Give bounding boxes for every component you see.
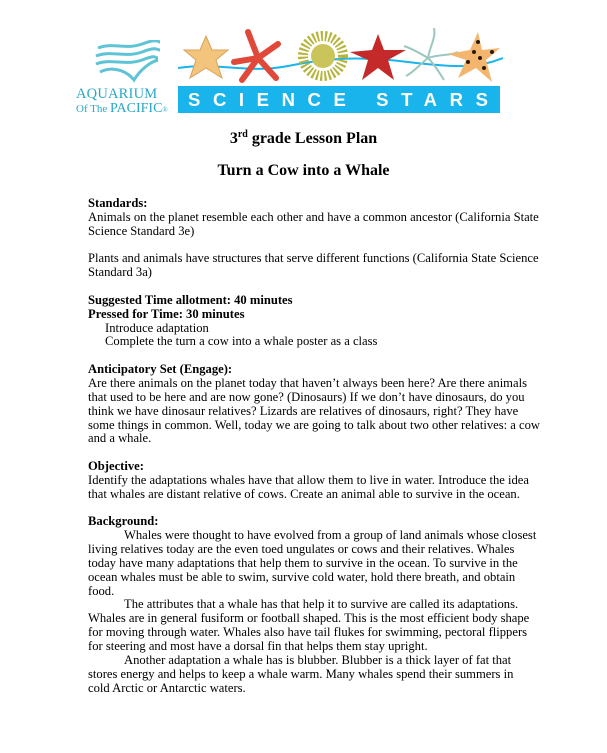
logo-subtitle [76, 101, 168, 117]
background-heading: Background: [88, 514, 159, 529]
standards-line: Science Standard 3e) [88, 223, 195, 238]
starfish-4-icon [350, 34, 406, 80]
standards-line: Plants and animals have structures that serve different functions (California State Science [88, 251, 539, 266]
starfish-1-icon [184, 36, 228, 78]
time-item: Complete the turn a cow into a whale poster as a class [105, 334, 378, 349]
standards-line: Standard 3a) [88, 265, 152, 280]
anticipatory-line: think we have dinosaur relatives? Lizards are relatives of dinosaurs, right? They have [88, 403, 519, 418]
starfish-6-icon [448, 32, 500, 82]
lesson-title: Turn a Cow into a Whale [217, 162, 390, 179]
starfish-row [178, 28, 503, 86]
logo-sub-prefix: Of The [76, 103, 108, 115]
aquarium-logo [74, 40, 178, 114]
page-header [0, 0, 607, 120]
time-item: Introduce adaptation [105, 320, 209, 335]
background-line: Whales are in general fusiform or football shaped. This is the most efficient body shape [88, 611, 530, 626]
starfish-2-icon [234, 32, 278, 80]
background-line: for steering and most have a dorsal fin that helps them stay upright. [88, 639, 428, 653]
background-line: stores energy and helps to keep a whale warm. Many whales spend their summers in [88, 666, 514, 681]
background-line: for moving through water. Whales also have tail flukes for swimming, pectoral flippers [88, 625, 528, 640]
logo-sub-main: PACIFIC [110, 101, 163, 116]
grade-heading [0, 130, 607, 148]
science-stars-banner [178, 86, 500, 113]
grade-suffix: rd [237, 129, 248, 140]
banner-text: SCIENCE STARS [188, 89, 501, 110]
standards-line: Animals on the planet resemble each other and have a common ancestor (California State [88, 209, 539, 224]
anticipatory-heading: Anticipatory Set (Engage): [88, 362, 233, 377]
background-line: living relatives today are the even toed ungulates or cows and their relatives. Whales [88, 542, 515, 557]
registered-mark: ® [162, 106, 168, 114]
wave-logo-icon [92, 40, 162, 84]
background-line: Another adaptation a whale has is blubber. Blubber is a thick layer of fat that [124, 652, 512, 667]
pressed-time: Pressed for Time: 30 minutes [88, 306, 245, 321]
grade-number: 3 [229, 130, 238, 147]
objective-line: Identify the adaptations whales have that allow them to live in water. Introduce the idea [88, 472, 529, 487]
background-line: Whales were thought to have evolved from a group of land animals whose closest [124, 528, 537, 543]
lesson-body [88, 196, 541, 695]
background-line: The attributes that a whale has that help it to survive are called its adaptations. [124, 597, 519, 612]
starfish-3-icon [303, 36, 343, 76]
background-line: cold Arctic or Antarctic waters. [88, 680, 246, 695]
background-line: ocean whales must be able to swim, survive cold water, hold there breath, and obtain [88, 569, 516, 584]
background-line: food. [88, 583, 115, 598]
anticipatory-line: that used to be here and are now gone? (Dinosaurs) If we don’t have dinosaurs, do you [88, 389, 525, 404]
anticipatory-line: and a whale. [88, 431, 152, 446]
anticipatory-line: Are there animals on the planet today that haven’t always been here? Are there animals [88, 375, 527, 390]
background-line: today have many adaptations that help them to survive in the ocean. To survive in the [88, 555, 518, 570]
suggested-time: Suggested Time allotment: 40 minutes [88, 292, 293, 307]
objective-heading: Objective: [88, 459, 144, 474]
logo-name: AQUARIUM [76, 86, 158, 102]
standards-heading: Standards: [88, 196, 148, 210]
anticipatory-line: some things in common. Well, today we are going to talk about two other relatives: a cow [88, 417, 541, 432]
objective-line: that whales are distant relative of cows. Create an animal able to survive in the ocean. [88, 486, 520, 501]
grade-rest: grade Lesson Plan [247, 130, 378, 147]
